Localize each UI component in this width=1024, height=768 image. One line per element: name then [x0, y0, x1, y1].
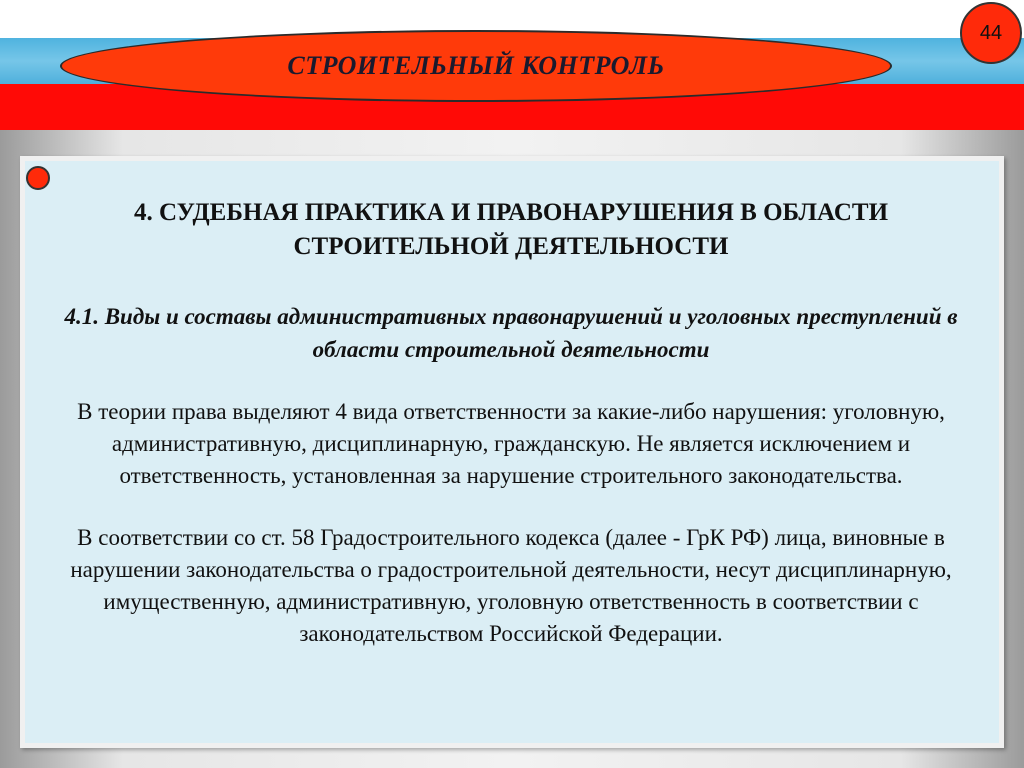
slide-title: СТРОИТЕЛЬНЫЙ КОНТРОЛЬ: [287, 51, 665, 80]
subsection-heading: 4.1. Виды и составы административных правонарушений и уголовных преступлений в области строительной деятельности: [64, 304, 958, 362]
page-number-badge: [960, 2, 1022, 64]
paragraph-2: В соответствии со ст. 58 Градостроительного кодекса (далее - ГрК РФ) лица, виновные в нарушении законодательства о градостроительной деятельности, несут дисциплинарную, имущественную, административную, уголовную ответственность в соответствии с законодательством Российской Федерации.: [70, 525, 952, 646]
title-banner: [60, 30, 892, 102]
page-number: 44: [979, 21, 1003, 44]
paragraph-1: В теории права выделяют 4 вида ответственности за какие-либо нарушения: уголовную, административную, дисциплинарную, гражданскую. Не является исключением и ответственность, установленная за нарушение строительного законодательства.: [77, 399, 945, 488]
bullet-dot-icon: [26, 166, 50, 190]
content-text: [36, 196, 986, 650]
section-heading: 4. СУДЕБНАЯ ПРАКТИКА И ПРАВОНАРУШЕНИЯ В ОБЛАСТИ СТРОИТЕЛЬНОЙ ДЕЯТЕЛЬНОСТИ: [133, 199, 889, 260]
